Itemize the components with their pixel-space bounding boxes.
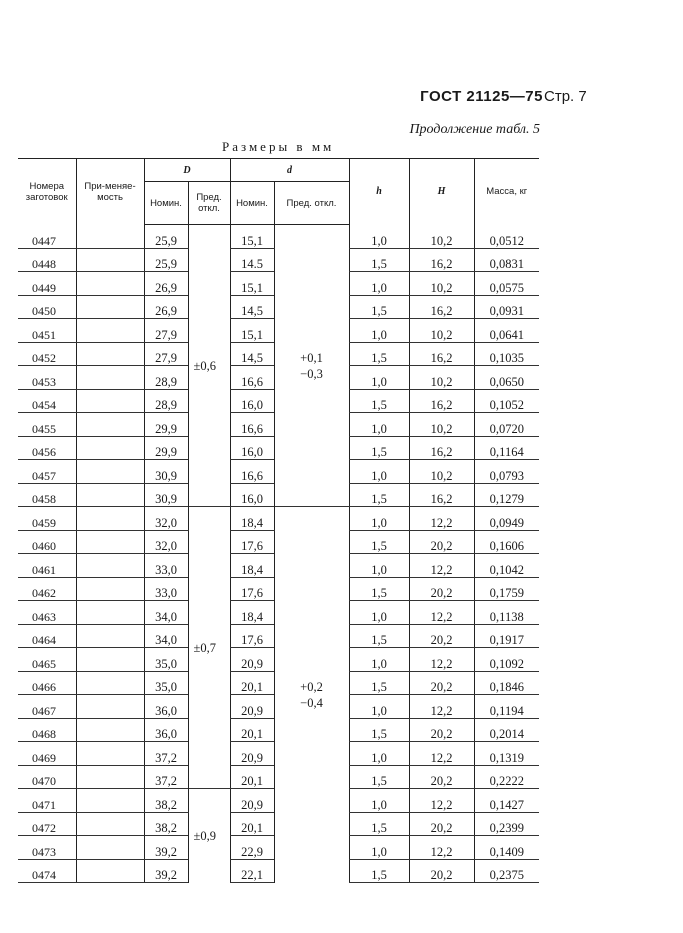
- cell-D-nominal: 32,0: [144, 530, 188, 554]
- cell-d-tolerance: [274, 507, 349, 883]
- cell-mass: 0,0575: [474, 272, 539, 296]
- cell-h: 1,0: [349, 366, 409, 390]
- cell-mass: 0,1092: [474, 648, 539, 672]
- cell-mass: 0,1846: [474, 671, 539, 695]
- cell-mass: 0,0931: [474, 295, 539, 319]
- cell-H: 10,2: [409, 225, 474, 249]
- table-body: [18, 225, 539, 883]
- cell-h: 1,0: [349, 413, 409, 437]
- cell-H: 12,2: [409, 742, 474, 766]
- col-header-mass: Масса, кг: [474, 159, 539, 225]
- col-header-D-tolerance: Пред. откл.: [188, 182, 230, 225]
- cell-h: 1,0: [349, 554, 409, 578]
- cell-applicability: [76, 272, 144, 296]
- cell-H: 10,2: [409, 460, 474, 484]
- cell-number: 0470: [18, 765, 76, 789]
- cell-d-nominal: 15,1: [230, 225, 274, 249]
- cell-H: 12,2: [409, 648, 474, 672]
- cell-H: 16,2: [409, 389, 474, 413]
- cell-d-nominal: 17,6: [230, 577, 274, 601]
- cell-D-nominal: 34,0: [144, 601, 188, 625]
- cell-applicability: [76, 718, 144, 742]
- cell-number: 0468: [18, 718, 76, 742]
- cell-number: 0467: [18, 695, 76, 719]
- cell-D-nominal: 34,0: [144, 624, 188, 648]
- col-header-D: D: [144, 159, 230, 182]
- cell-applicability: [76, 483, 144, 507]
- cell-number: 0451: [18, 319, 76, 343]
- cell-number: 0473: [18, 836, 76, 860]
- cell-D-nominal: 28,9: [144, 366, 188, 390]
- cell-number: 0471: [18, 789, 76, 813]
- cell-H: 16,2: [409, 436, 474, 460]
- cell-D-nominal: 36,0: [144, 718, 188, 742]
- cell-D-nominal: 33,0: [144, 577, 188, 601]
- cell-applicability: [76, 648, 144, 672]
- cell-number: 0461: [18, 554, 76, 578]
- cell-mass: 0,0650: [474, 366, 539, 390]
- cell-mass: 0,1606: [474, 530, 539, 554]
- cell-d-nominal: 20,1: [230, 671, 274, 695]
- cell-D-nominal: 37,2: [144, 742, 188, 766]
- cell-number: 0450: [18, 295, 76, 319]
- cell-mass: 0,0949: [474, 507, 539, 531]
- cell-H: 16,2: [409, 295, 474, 319]
- cell-number: 0456: [18, 436, 76, 460]
- cell-D-nominal: 39,2: [144, 836, 188, 860]
- tolerance-plus: +0,1: [300, 350, 323, 365]
- col-header-D-nominal: Номин.: [144, 182, 188, 225]
- cell-number: 0460: [18, 530, 76, 554]
- cell-applicability: [76, 295, 144, 319]
- cell-D-nominal: 28,9: [144, 389, 188, 413]
- cell-d-nominal: 20,9: [230, 742, 274, 766]
- cell-applicability: [76, 366, 144, 390]
- cell-mass: 0,2222: [474, 765, 539, 789]
- cell-applicability: [76, 319, 144, 343]
- cell-mass: 0,1319: [474, 742, 539, 766]
- col-header-applicability: При-меняе-мость: [76, 159, 144, 225]
- cell-H: 12,2: [409, 554, 474, 578]
- cell-d-nominal: 20,1: [230, 812, 274, 836]
- cell-d-nominal: 20,9: [230, 789, 274, 813]
- tolerance-minus: −0,3: [300, 366, 323, 381]
- cell-H: 16,2: [409, 483, 474, 507]
- cell-h: 1,5: [349, 389, 409, 413]
- cell-number: 0469: [18, 742, 76, 766]
- cell-h: 1,5: [349, 530, 409, 554]
- cell-mass: 0,1042: [474, 554, 539, 578]
- cell-h: 1,5: [349, 671, 409, 695]
- cell-D-nominal: 27,9: [144, 319, 188, 343]
- cell-d-nominal: 22,9: [230, 836, 274, 860]
- cell-applicability: [76, 765, 144, 789]
- cell-number: 0454: [18, 389, 76, 413]
- cell-d-nominal: 18,4: [230, 601, 274, 625]
- cell-h: 1,5: [349, 812, 409, 836]
- cell-h: 1,0: [349, 319, 409, 343]
- cell-h: 1,0: [349, 789, 409, 813]
- cell-number: 0453: [18, 366, 76, 390]
- cell-d-nominal: 16,0: [230, 483, 274, 507]
- col-header-H: H: [409, 159, 474, 225]
- cell-d-nominal: 15,1: [230, 319, 274, 343]
- cell-h: 1,5: [349, 248, 409, 272]
- cell-D-nominal: 39,2: [144, 859, 188, 883]
- cell-H: 20,2: [409, 812, 474, 836]
- blanks-table: [18, 158, 539, 883]
- cell-applicability: [76, 812, 144, 836]
- cell-H: 12,2: [409, 601, 474, 625]
- cell-H: 12,2: [409, 507, 474, 531]
- cell-number: 0455: [18, 413, 76, 437]
- cell-D-nominal: 38,2: [144, 812, 188, 836]
- cell-applicability: [76, 601, 144, 625]
- cell-D-nominal: 32,0: [144, 507, 188, 531]
- cell-mass: 0,1427: [474, 789, 539, 813]
- cell-d-nominal: 18,4: [230, 554, 274, 578]
- cell-applicability: [76, 789, 144, 813]
- tolerance-plus: +0,2: [300, 679, 323, 694]
- col-header-d-tolerance: Пред. откл.: [274, 182, 349, 225]
- cell-D-nominal: 35,0: [144, 671, 188, 695]
- cell-h: 1,5: [349, 765, 409, 789]
- cell-number: 0463: [18, 601, 76, 625]
- cell-h: 1,5: [349, 342, 409, 366]
- cell-H: 20,2: [409, 530, 474, 554]
- cell-d-nominal: 16,0: [230, 436, 274, 460]
- cell-D-tolerance: ±0,7: [188, 507, 230, 789]
- cell-mass: 0,1052: [474, 389, 539, 413]
- cell-d-nominal: 18,4: [230, 507, 274, 531]
- cell-D-nominal: 30,9: [144, 483, 188, 507]
- cell-D-nominal: 25,9: [144, 225, 188, 249]
- cell-h: 1,5: [349, 624, 409, 648]
- cell-h: 1,5: [349, 859, 409, 883]
- cell-d-nominal: 14,5: [230, 295, 274, 319]
- cell-D-nominal: 36,0: [144, 695, 188, 719]
- cell-number: 0466: [18, 671, 76, 695]
- cell-h: 1,0: [349, 695, 409, 719]
- cell-H: 20,2: [409, 718, 474, 742]
- cell-d-nominal: 20,1: [230, 765, 274, 789]
- cell-applicability: [76, 436, 144, 460]
- cell-h: 1,0: [349, 601, 409, 625]
- cell-mass: 0,1194: [474, 695, 539, 719]
- cell-D-nominal: 27,9: [144, 342, 188, 366]
- cell-H: 12,2: [409, 695, 474, 719]
- cell-applicability: [76, 225, 144, 249]
- cell-number: 0464: [18, 624, 76, 648]
- cell-D-nominal: 29,9: [144, 436, 188, 460]
- cell-H: 12,2: [409, 836, 474, 860]
- cell-applicability: [76, 507, 144, 531]
- cell-h: 1,0: [349, 272, 409, 296]
- standard-number: ГОСТ 21125—75: [420, 88, 543, 105]
- cell-applicability: [76, 859, 144, 883]
- cell-H: 10,2: [409, 366, 474, 390]
- cell-d-nominal: 14.5: [230, 248, 274, 272]
- cell-h: 1,0: [349, 225, 409, 249]
- cell-H: 20,2: [409, 671, 474, 695]
- cell-applicability: [76, 577, 144, 601]
- cell-h: 1,5: [349, 577, 409, 601]
- cell-mass: 0,1164: [474, 436, 539, 460]
- cell-applicability: [76, 671, 144, 695]
- cell-D-nominal: 29,9: [144, 413, 188, 437]
- cell-h: 1,5: [349, 295, 409, 319]
- col-header-number: Номера заготовок: [25, 180, 68, 203]
- cell-mass: 0,2014: [474, 718, 539, 742]
- units-caption: Размеры в мм: [222, 139, 335, 154]
- cell-d-nominal: 16,6: [230, 366, 274, 390]
- cell-mass: 0,1035: [474, 342, 539, 366]
- cell-D-nominal: 38,2: [144, 789, 188, 813]
- cell-number: 0448: [18, 248, 76, 272]
- cell-H: 20,2: [409, 577, 474, 601]
- cell-applicability: [76, 624, 144, 648]
- cell-D-nominal: 26,9: [144, 272, 188, 296]
- cell-H: 20,2: [409, 859, 474, 883]
- cell-D-nominal: 37,2: [144, 765, 188, 789]
- cell-d-tolerance: [274, 225, 349, 507]
- col-header-d-nominal: Номин.: [230, 182, 274, 225]
- cell-number: 0462: [18, 577, 76, 601]
- cell-mass: 0,1409: [474, 836, 539, 860]
- cell-mass: 0,0512: [474, 225, 539, 249]
- cell-H: 16,2: [409, 248, 474, 272]
- col-header-d: d: [230, 159, 349, 182]
- cell-h: 1,5: [349, 483, 409, 507]
- cell-d-nominal: 15,1: [230, 272, 274, 296]
- cell-mass: 0,0831: [474, 248, 539, 272]
- cell-applicability: [76, 342, 144, 366]
- cell-applicability: [76, 389, 144, 413]
- cell-h: 1,5: [349, 718, 409, 742]
- table-row: [18, 225, 539, 249]
- cell-applicability: [76, 460, 144, 484]
- cell-d-nominal: 20,9: [230, 648, 274, 672]
- cell-D-nominal: 26,9: [144, 295, 188, 319]
- cell-h: 1,0: [349, 742, 409, 766]
- table-row: [18, 507, 539, 531]
- cell-applicability: [76, 742, 144, 766]
- cell-applicability: [76, 413, 144, 437]
- cell-H: 10,2: [409, 272, 474, 296]
- cell-d-nominal: 22,1: [230, 859, 274, 883]
- cell-d-nominal: 16,6: [230, 413, 274, 437]
- cell-mass: 0,2375: [474, 859, 539, 883]
- col-header-h: h: [349, 159, 409, 225]
- cell-number: 0447: [18, 225, 76, 249]
- cell-d-nominal: 20,9: [230, 695, 274, 719]
- cell-H: 20,2: [409, 624, 474, 648]
- cell-H: 10,2: [409, 413, 474, 437]
- cell-H: 20,2: [409, 765, 474, 789]
- cell-h: 1,0: [349, 648, 409, 672]
- cell-d-nominal: 16,0: [230, 389, 274, 413]
- cell-d-nominal: 17,6: [230, 530, 274, 554]
- cell-applicability: [76, 554, 144, 578]
- cell-D-nominal: 33,0: [144, 554, 188, 578]
- cell-D-nominal: 35,0: [144, 648, 188, 672]
- cell-D-nominal: 25,9: [144, 248, 188, 272]
- cell-mass: 0,0793: [474, 460, 539, 484]
- cell-h: 1,0: [349, 507, 409, 531]
- cell-H: 12,2: [409, 789, 474, 813]
- cell-number: 0465: [18, 648, 76, 672]
- cell-h: 1,0: [349, 836, 409, 860]
- page-number: Стр. 7: [544, 88, 587, 105]
- cell-mass: 0,1759: [474, 577, 539, 601]
- cell-H: 16,2: [409, 342, 474, 366]
- cell-D-tolerance: ±0,6: [188, 225, 230, 507]
- cell-mass: 0,2399: [474, 812, 539, 836]
- cell-number: 0457: [18, 460, 76, 484]
- cell-number: 0458: [18, 483, 76, 507]
- cell-applicability: [76, 836, 144, 860]
- cell-D-tolerance: ±0,9: [188, 789, 230, 883]
- cell-applicability: [76, 530, 144, 554]
- cell-d-nominal: 17,6: [230, 624, 274, 648]
- cell-mass: 0,1917: [474, 624, 539, 648]
- cell-D-nominal: 30,9: [144, 460, 188, 484]
- cell-mass: 0,1138: [474, 601, 539, 625]
- cell-h: 1,0: [349, 460, 409, 484]
- cell-number: 0452: [18, 342, 76, 366]
- table-continuation: Продолжение табл. 5: [409, 122, 540, 137]
- cell-number: 0449: [18, 272, 76, 296]
- cell-mass: 0,0720: [474, 413, 539, 437]
- cell-applicability: [76, 248, 144, 272]
- tolerance-minus: −0,4: [300, 695, 323, 710]
- cell-d-nominal: 14,5: [230, 342, 274, 366]
- cell-number: 0472: [18, 812, 76, 836]
- cell-H: 10,2: [409, 319, 474, 343]
- cell-number: 0474: [18, 859, 76, 883]
- cell-mass: 0,1279: [474, 483, 539, 507]
- cell-number: 0459: [18, 507, 76, 531]
- cell-mass: 0,0641: [474, 319, 539, 343]
- cell-h: 1,5: [349, 436, 409, 460]
- cell-applicability: [76, 695, 144, 719]
- cell-d-nominal: 20,1: [230, 718, 274, 742]
- cell-d-nominal: 16,6: [230, 460, 274, 484]
